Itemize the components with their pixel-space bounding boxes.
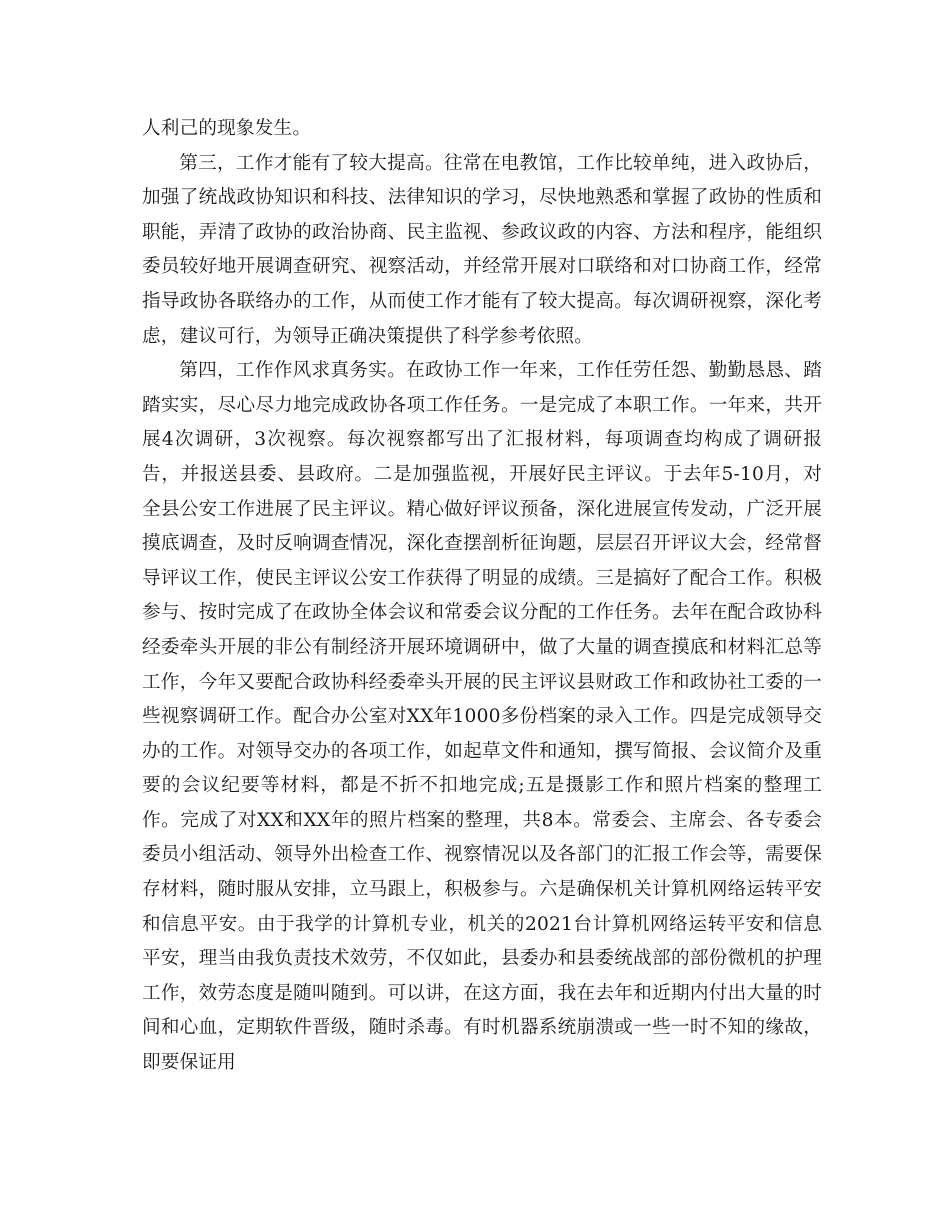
document-body	[142, 112, 822, 1081]
paragraph-fourth-point: 第四，工作作风求真务实。在政协工作一年来，工作任劳任怨、勤勤恳恳、踏踏实实，尽心尽力地完成政协各项工作任务。一是完成了本职工作。一年来，共开展4次调研，3次视察。每次视察都写出了汇报材料，每项调查均构成了调研报告，并报送县委、县政府。二是加强监视，开展好民主评议。于去年5-10月，对全县公安工作进展了民主评议。精心做好评议预备，深化进展宣传发动，广泛开展摸底调查，及时反响调查情况，深化查摆剖析征询题，层层召开评议大会，经常督导评议工作，使民主评议公安工作获得了明显的成绩。三是搞好了配合工作。积极参与、按时完成了在政协全体会议和常委会议分配的工作任务。去年在配合政协科经委牵头开展的非公有制经济开展环境调研中，做了大量的调查摸底和材料汇总等工作，今年又要配合政协科经委牵头开展的民主评议县财政工作和政协社工委的一些视察调研工作。配合办公室对XX年1000多份档案的录入工作。四是完成领导交办的工作。对领导交办的各项工作，如起草文件和通知，撰写简报、会议简介及重要的会议纪要等材料，都是不折不扣地完成;五是摄影工作和照片档案的整理工作。完成了对XX和XX年的照片档案的整理，共8本。常委会、主席会、各专委会委员小组活动、领导外出检查工作、视察情况以及各部门的汇报工作会等，需要保存材料，随时服从安排，立马跟上，积极参与。六是确保机关计算机网络运转平安和信息平安。由于我学的计算机专业，机关的2021台计算机网络运转平安和信息平安，理当由我负责技术效劳，不仅如此，县委办和县委统战部的部份微机的护理工作，效劳态度是随叫随到。可以讲，在这方面，我在去年和近期内付出大量的时间和心血，定期软件晋级，随时杀毒。有时机器系统崩溃或一些一时不知的缘故，即要保证用	[142, 360, 822, 1074]
paragraph-continuation: 人利己的现象发生。	[142, 118, 312, 139]
paragraph-third-point: 第三，工作才能有了较大提高。往常在电教馆，工作比较单纯，进入政协后，加强了统战政协知识和科技、法律知识的学习，尽快地熟悉和掌握了政协的性质和职能，弄清了政协的政治协商、民主监视、参政议政的内容、方法和程序，能组织委员较好地开展调查研究、视察活动，并经常开展对口联络和对口协商工作，经常指导政协各联络办的工作，从而使工作才能有了较大提高。每次调研视察，深化考虑，建议可行，为领导正确决策提供了科学参考依照。	[142, 152, 822, 347]
